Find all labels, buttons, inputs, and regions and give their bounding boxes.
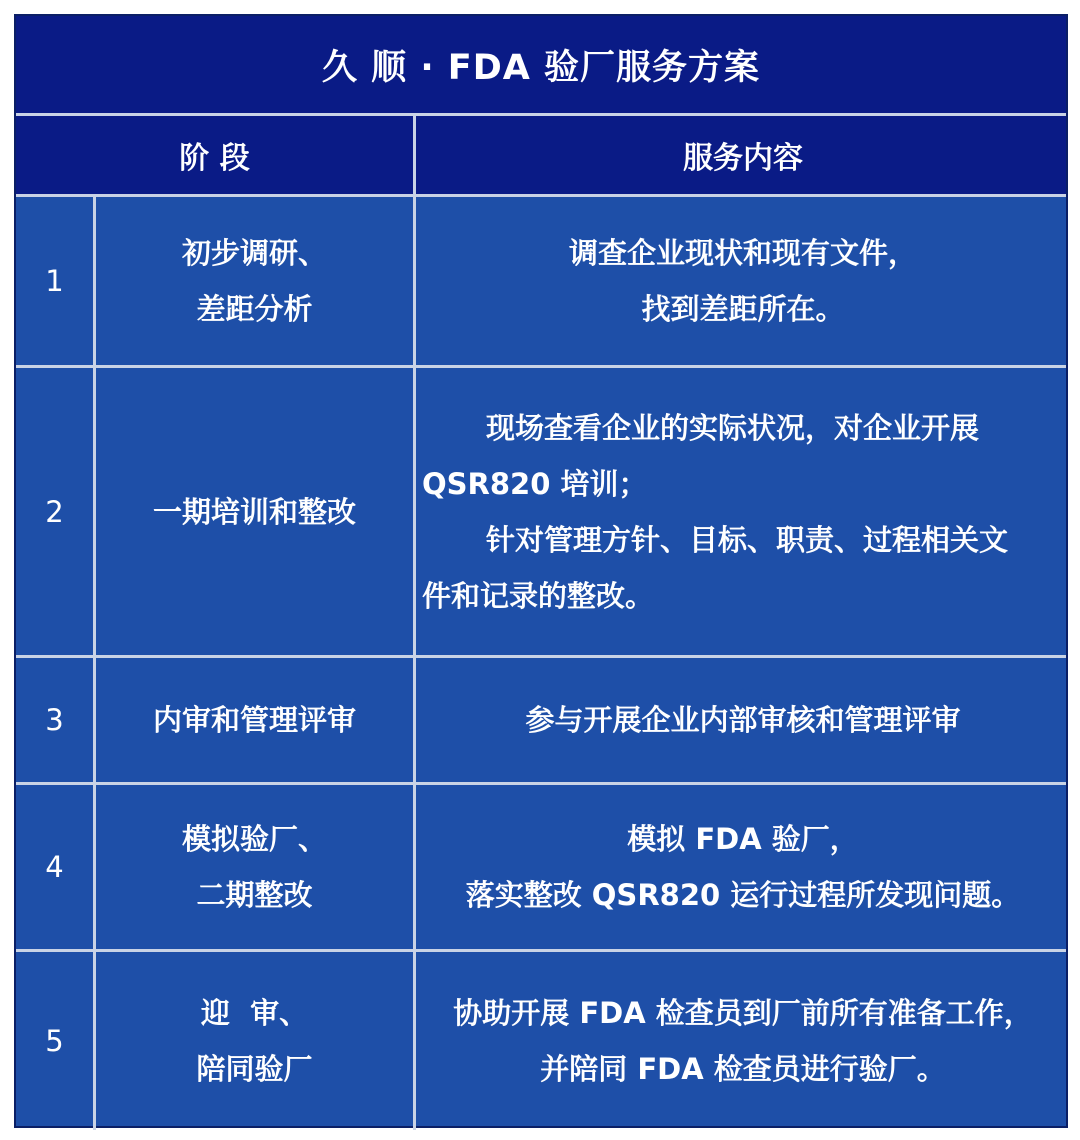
row-stage: 一期培训和整改 [152,494,356,529]
row-content: 现场查看企业的实际状况，对企业开展 QSR820 培训； 针对管理方针、目标、职责、过程相关文 件和记录的整改。 [422,410,1009,613]
row-number: 5 [45,1024,64,1058]
row-stage: 迎 审、 陪同验厂 [196,996,313,1086]
row-stage: 内审和管理评审 [152,703,356,737]
row-content: 参与开展企业内部审核和管理评审 [525,703,961,737]
row-number: 4 [45,850,64,884]
row-number: 2 [45,494,64,529]
row-stage: 初步调研、 差距分析 [181,236,327,326]
row-content: 模拟 FDA 验厂， 落实整改 QSR820 运行过程所发现问题。 [465,822,1021,912]
row-content: 协助开展 FDA 检查员到厂前所有准备工作， 并陪同 FDA 检查员进行验厂。 [453,996,1033,1086]
header-stage: 阶 段 [179,141,250,176]
header-content: 服务内容 [683,141,803,176]
service-table [14,14,1068,1128]
row-stage: 模拟验厂、 二期整改 [181,822,327,912]
row-number: 3 [45,703,64,737]
row-content: 调查企业现状和现有文件， 找到差距所在。 [568,236,917,326]
table-title: 久 顺 · FDA 验厂服务方案 [16,16,1066,114]
row-number: 1 [45,264,64,298]
